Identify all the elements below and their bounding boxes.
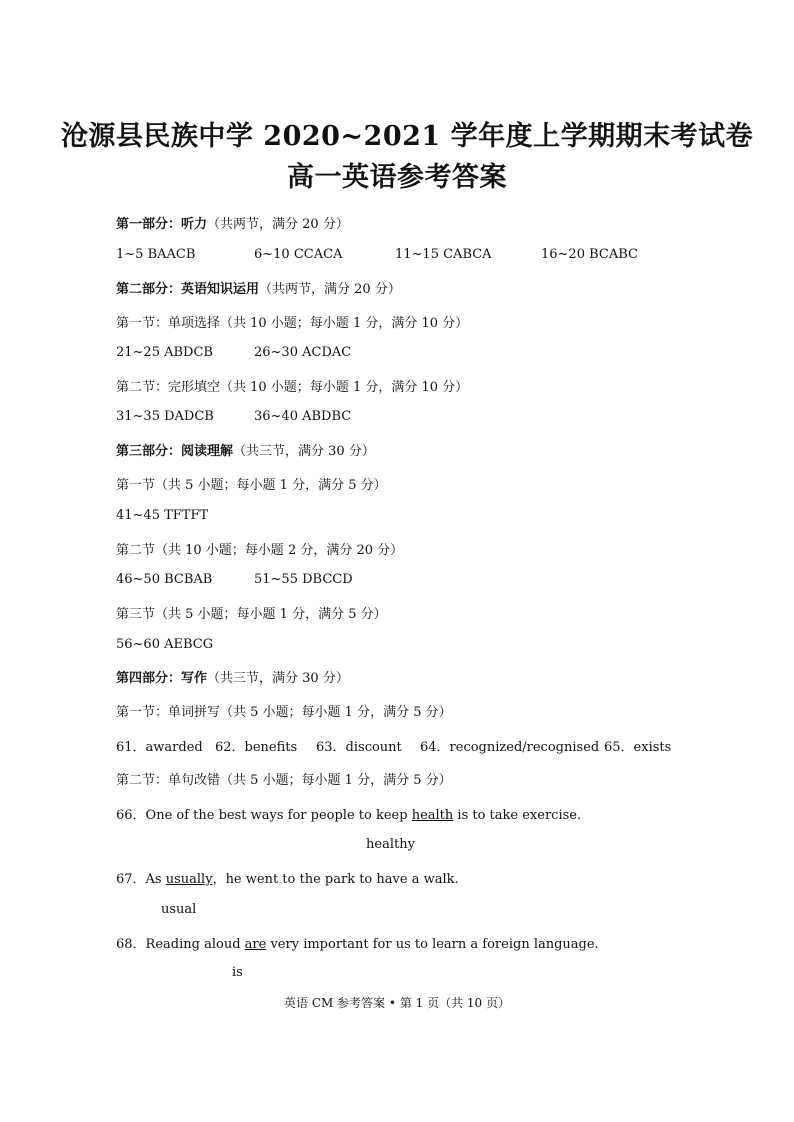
correction-sentence [116,933,599,952]
sentence-text: is to take exercise. [453,808,582,823]
sentence-text: 68．Reading aloud [116,937,245,952]
part2-heading-text: 第二部分：英语知识运用 [116,282,260,297]
sentence-text: 67．As [116,872,166,887]
answer-item: 61．awarded [116,740,203,755]
part1-heading-note: （共两节，满分 20 分） [207,217,349,232]
answer-group: 41~45 TFTFT [116,508,209,523]
answer-group: 31~35 DADCB [116,409,214,424]
part3-heading [116,440,375,459]
part1-heading-text: 第一部分：听力 [116,217,208,232]
answer-group: 6~10 CCACA [254,247,343,262]
page-footer: 英语 CM 参考答案 • 第 1 页（共 10 页） [284,996,510,1010]
page-title: 沧源县民族中学 2020~2021 学年度上学期期末考试卷 [60,121,754,152]
answer-group: 21~25 ABDCB [116,345,213,360]
answer-group: 1~5 BAACB [116,247,196,262]
section-heading: 第二节：完形填空（共 10 小题；每小题 1 分，满分 10 分） [116,380,469,395]
page-subtitle: 高一英语参考答案 [287,162,507,193]
part2-heading-note: （共两节，满分 20 分） [259,282,401,297]
correction-word: usual [161,902,197,917]
sentence-text: ，he went to the park to have a walk. [212,872,459,887]
part2-heading [116,278,401,297]
answer-group: 16~20 BCABC [541,247,638,262]
correction-sentence [116,804,581,823]
answer-item: 62．benefits [215,740,298,755]
answer-group: 51~55 DBCCD [254,572,353,587]
answer-group: 46~50 BCBAB [116,572,213,587]
sentence-text: 66．One of the best ways for people to keep [116,808,412,823]
part4-heading-note: （共三节，满分 30 分） [207,671,349,686]
section-heading: 第三节（共 5 小题；每小题 1 分，满分 5 分） [116,607,387,622]
sentence-text: very important for us to learn a foreign language. [266,937,599,952]
correction-sentence [116,868,459,887]
answer-item: 63．discount [316,740,402,755]
correction-word: healthy [366,837,415,852]
section-heading: 第一节：单项选择（共 10 小题；每小题 1 分，满分 10 分） [116,316,469,331]
section-heading: 第二节（共 10 小题；每小题 2 分，满分 20 分） [116,543,404,558]
part3-heading-note: （共三节，满分 30 分） [233,444,375,459]
error-word: usually [165,872,213,887]
section-heading: 第一节（共 5 小题；每小题 1 分，满分 5 分） [116,478,387,493]
correction-word: is [232,965,243,980]
part1-heading [116,213,349,232]
answer-item: 64．recognized/recognised [420,740,600,755]
part3-heading-text: 第三部分：阅读理解 [116,444,234,459]
answer-group: 56~60 AEBCG [116,637,214,652]
answer-group: 11~15 CABCA [395,247,492,262]
part4-heading [116,667,349,686]
answer-item: 65．exists [604,740,672,755]
error-word: are [244,937,267,952]
section-heading: 第二节：单句改错（共 5 小题；每小题 1 分，满分 5 分） [116,773,452,788]
section-heading: 第一节：单词拼写（共 5 小题；每小题 1 分，满分 5 分） [116,705,452,720]
answer-group: 26~30 ACDAC [254,345,352,360]
part4-heading-text: 第四部分：写作 [116,671,208,686]
answer-group: 36~40 ABDBC [254,409,352,424]
error-word: health [411,808,454,823]
